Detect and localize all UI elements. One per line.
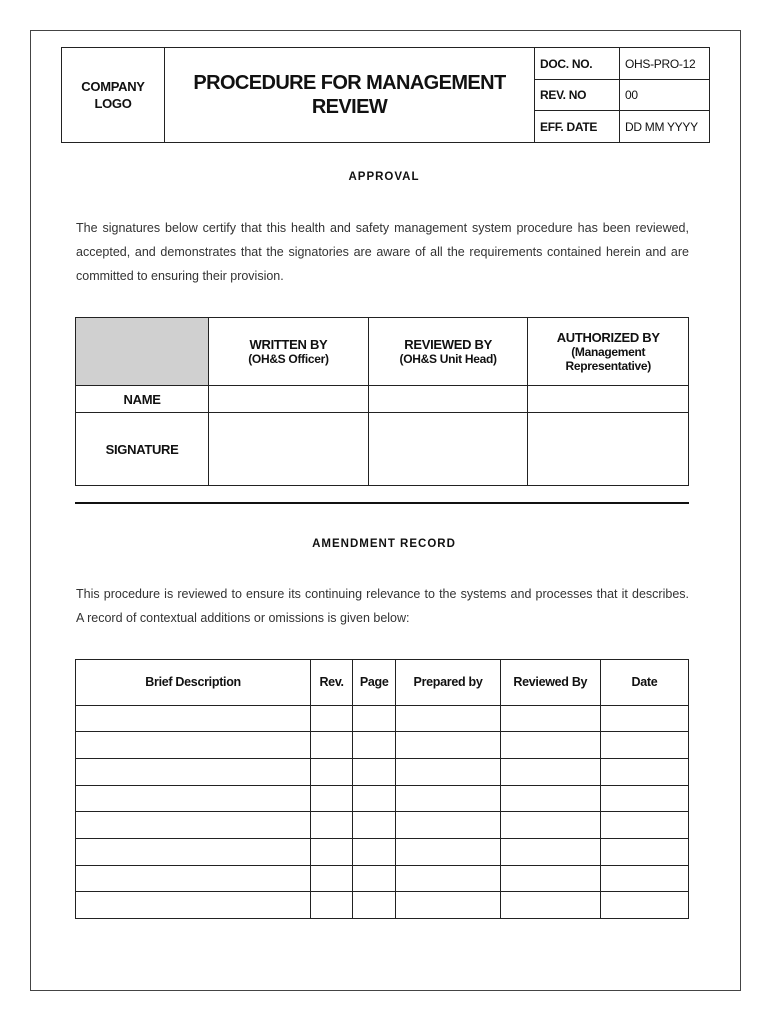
document-header bbox=[61, 47, 710, 143]
table-cell[interactable] bbox=[76, 706, 311, 732]
authorized-by-title: AUTHORIZED BY bbox=[556, 330, 660, 345]
approval-text: The signatures below certify that this health and safety management system procedure has been reviewed, accepted, and demonstrates that the signatories are aware of all the requirements contained herein and are committed to ensuring their provision. bbox=[76, 221, 689, 283]
table-cell[interactable] bbox=[352, 866, 395, 892]
eff-date-value: DD MM YYYY bbox=[620, 111, 710, 143]
col-page: Page bbox=[352, 660, 395, 706]
table-cell[interactable] bbox=[352, 812, 395, 839]
table-row bbox=[76, 706, 689, 732]
table-cell[interactable] bbox=[396, 892, 500, 919]
rev-no-value: 00 bbox=[620, 80, 710, 111]
table-cell[interactable] bbox=[311, 732, 353, 759]
amendment-heading: AMENDMENT RECORD bbox=[312, 538, 456, 550]
table-row bbox=[76, 812, 689, 839]
table-cell[interactable] bbox=[600, 892, 688, 919]
table-cell[interactable] bbox=[396, 866, 500, 892]
written-by-header bbox=[209, 318, 369, 386]
table-cell[interactable] bbox=[600, 706, 688, 732]
reviewed-by-role: (OH&S Unit Head) bbox=[399, 352, 497, 366]
col-prepared-by: Prepared by bbox=[396, 660, 500, 706]
logo-line-1: COMPANY bbox=[81, 79, 145, 94]
table-cell[interactable] bbox=[311, 786, 353, 812]
table-cell[interactable] bbox=[76, 812, 311, 839]
table-cell[interactable] bbox=[311, 892, 353, 919]
table-row bbox=[76, 759, 689, 786]
reviewed-by-signature-cell[interactable] bbox=[368, 413, 528, 486]
table-cell[interactable] bbox=[311, 839, 353, 866]
amendment-text: This procedure is reviewed to ensure its continuing relevance to the systems and processes that it describes. A record of contextual additions or omissions is given below: bbox=[76, 587, 689, 625]
table-cell[interactable] bbox=[76, 732, 311, 759]
table-row bbox=[76, 732, 689, 759]
written-by-signature-cell[interactable] bbox=[209, 413, 369, 486]
rev-no-label: REV. NO bbox=[535, 80, 620, 111]
table-cell[interactable] bbox=[500, 892, 600, 919]
document-title bbox=[165, 48, 535, 143]
table-cell[interactable] bbox=[600, 732, 688, 759]
table-cell[interactable] bbox=[352, 786, 395, 812]
table-cell[interactable] bbox=[600, 866, 688, 892]
col-date: Date bbox=[600, 660, 688, 706]
written-by-title: WRITTEN BY bbox=[249, 337, 328, 352]
table-cell[interactable] bbox=[396, 732, 500, 759]
doc-no-value: OHS-PRO-12 bbox=[620, 48, 710, 80]
table-cell[interactable] bbox=[396, 839, 500, 866]
table-cell[interactable] bbox=[352, 706, 395, 732]
table-cell[interactable] bbox=[352, 839, 395, 866]
table-cell[interactable] bbox=[76, 866, 311, 892]
table-cell[interactable] bbox=[600, 812, 688, 839]
table-cell[interactable] bbox=[76, 839, 311, 866]
approval-heading: APPROVAL bbox=[348, 171, 420, 183]
table-cell[interactable] bbox=[500, 706, 600, 732]
authorized-by-role: (Management Representative) bbox=[565, 345, 651, 373]
table-cell[interactable] bbox=[500, 812, 600, 839]
table-cell[interactable] bbox=[311, 866, 353, 892]
signature-row-label: SIGNATURE bbox=[76, 413, 209, 486]
table-cell[interactable] bbox=[500, 732, 600, 759]
logo-line-2: LOGO bbox=[94, 96, 132, 111]
table-cell[interactable] bbox=[396, 786, 500, 812]
table-cell[interactable] bbox=[396, 759, 500, 786]
name-row-label: NAME bbox=[76, 386, 209, 413]
approval-table bbox=[75, 317, 689, 486]
written-by-name-cell[interactable] bbox=[209, 386, 369, 413]
table-cell[interactable] bbox=[76, 759, 311, 786]
written-by-role: (OH&S Officer) bbox=[248, 352, 329, 366]
col-rev: Rev. bbox=[311, 660, 353, 706]
table-cell[interactable] bbox=[352, 732, 395, 759]
eff-date-label: EFF. DATE bbox=[535, 111, 620, 143]
table-cell[interactable] bbox=[600, 786, 688, 812]
table-row bbox=[76, 839, 689, 866]
table-cell[interactable] bbox=[500, 866, 600, 892]
doc-no-label: DOC. NO. bbox=[535, 48, 620, 80]
table-cell[interactable] bbox=[396, 812, 500, 839]
table-row bbox=[76, 866, 689, 892]
table-row bbox=[76, 892, 689, 919]
table-cell[interactable] bbox=[76, 892, 311, 919]
table-cell[interactable] bbox=[311, 706, 353, 732]
reviewed-by-title: REVIEWED BY bbox=[404, 337, 492, 352]
authorized-by-signature-cell[interactable] bbox=[528, 413, 689, 486]
col-reviewed-by: Reviewed By bbox=[500, 660, 600, 706]
company-logo-placeholder bbox=[62, 48, 165, 143]
table-cell[interactable] bbox=[500, 759, 600, 786]
col-brief-description: Brief Description bbox=[76, 660, 311, 706]
table-cell[interactable] bbox=[500, 786, 600, 812]
approval-corner-cell bbox=[76, 318, 209, 386]
section-divider bbox=[75, 502, 689, 504]
table-cell[interactable] bbox=[352, 759, 395, 786]
table-cell[interactable] bbox=[76, 786, 311, 812]
title-line-2: REVIEW bbox=[311, 96, 388, 118]
table-cell[interactable] bbox=[311, 812, 353, 839]
reviewed-by-header bbox=[368, 318, 528, 386]
table-cell[interactable] bbox=[396, 706, 500, 732]
table-cell[interactable] bbox=[500, 839, 600, 866]
table-cell[interactable] bbox=[352, 892, 395, 919]
authorized-by-name-cell[interactable] bbox=[528, 386, 689, 413]
reviewed-by-name-cell[interactable] bbox=[368, 386, 528, 413]
title-line-1: PROCEDURE FOR MANAGEMENT bbox=[193, 72, 506, 94]
table-cell[interactable] bbox=[600, 839, 688, 866]
amendment-table bbox=[75, 659, 689, 919]
authorized-by-header bbox=[528, 318, 689, 386]
table-row bbox=[76, 786, 689, 812]
table-cell[interactable] bbox=[311, 759, 353, 786]
table-cell[interactable] bbox=[600, 759, 688, 786]
